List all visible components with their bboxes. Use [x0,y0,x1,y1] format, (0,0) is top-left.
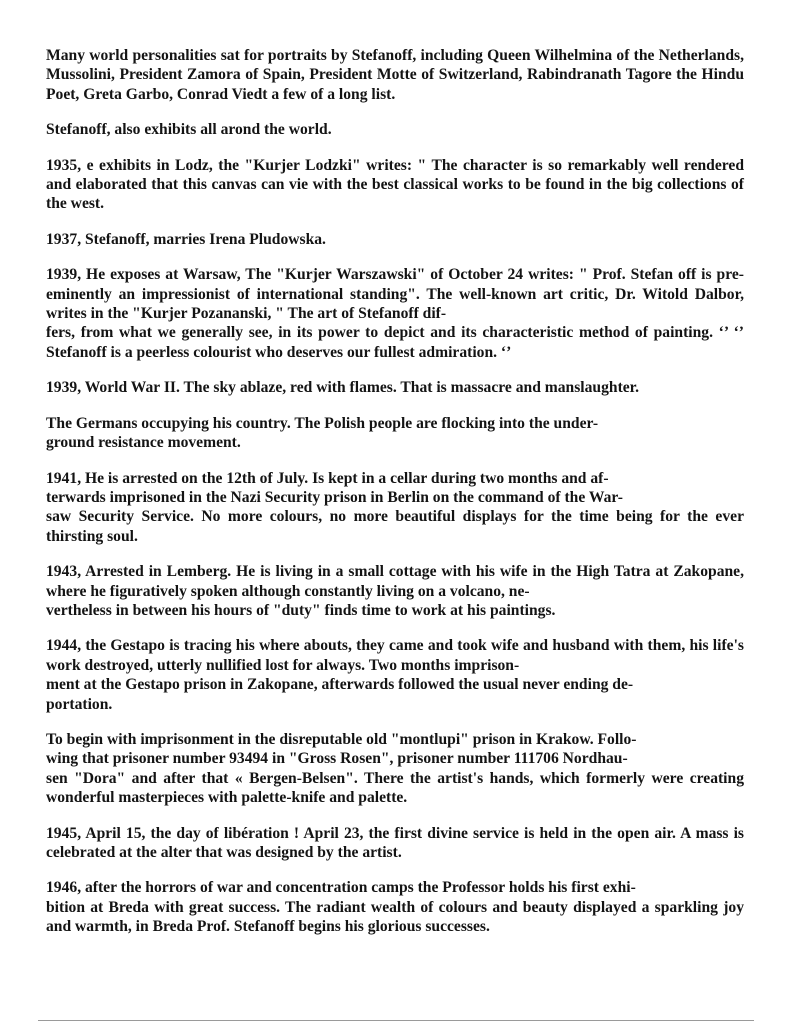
paragraph-1935-lodz: 1935, e exhibits in Lodz, the "Kurjer Lodzki" writes: " The character is so remarkably well rendered and elaborated that this canvas can vie with the best classical works to be found in the big collections of the west. [46,156,744,213]
paragraph-1943-lemberg: 1943, Arrested in Lemberg. He is living in a small cottage with his wife in the High Tatra at Zakopane, where he figuratively spoken although constantly living on a volcano, ne- vertheless in between his hours of "duty" finds time to work at his paintings. [46,563,744,619]
paragraph-1939-warsaw: 1939, He exposes at Warsaw, The "Kurjer Warszawski" of October 24 writes: " Prof. Stefan off is pre-eminently an impressionist of international standing". The well-known art critic, Dr. Witold Dalbor, writes in the "Kurjer Pozananski, " The art of Stefanoff dif- fers, from what we generally see, in its power to depict and its characteristic method of painting. ‘’ ‘’ Stefanoff is a peerless colourist who deserves our fullest admiration. ‘’ [46,266,744,361]
paragraph-1945-liberation: 1945, April 15, the day of libération ! April 23, the first divine service is held in the open air. A mass is celebrated at the alter that was designed by the artist. [46,824,744,861]
paragraph-camps: To begin with imprisonment in the disreputable old "montlupi" prison in Krakow. Follo- wing that prisoner number 93494 in "Gross Rosen", prisoner number 111706 Nordhau- sen "Dora" and after that « Bergen-Belsen". There the artist's hands, which formerly were creating wonderful masterpieces with palette-knife and palette. [46,730,744,807]
paragraph-1941-arrest: 1941, He is arrested on the 12th of July. Is kept in a cellar during two months and af- terwards imprisoned in the Nazi Security prison in Berlin on the command of the War- saw Security Service. No more colours, no more beautiful displays for the time being for the ever thirsting soul. [46,469,744,545]
paragraph-occupation: The Germans occupying his country. The Polish people are flocking into the under- ground resistance movement. [46,414,599,452]
document-page [46,46,744,953]
paragraph-1937-marriage: 1937, Stefanoff, marries Irena Pludowska. [46,230,326,248]
page-bottom-rule [38,1020,754,1021]
paragraph-1944-gestapo: 1944, the Gestapo is tracing his where abouts, they came and took wife and husband with them, his life's work destroyed, utterly nullified lost for always. Two months imprison- ment at the Gestapo prison in Zakopane, afterwards followed the usual never ending de- portation. [46,637,744,713]
paragraph-1946-breda: 1946, after the horrors of war and concentration camps the Professor holds his first exhi- bition at Breda with great success. The radiant wealth of colours and beauty displayed a sparkling joy and warmth, in Breda Prof. Stefanoff begins his glorious successes. [46,879,744,936]
paragraph-portraits: Many world personalities sat for portraits by Stefanoff, including Queen Wilhelmina of the Netherlands, Mussolini, President Zamora of Spain, President Motte of Switzerland, Rabindranath Tagore the Hindu Poet, Greta Garbo, Conrad Viedt a few of a long list. [46,47,744,103]
paragraph-exhibits-worldwide: Stefanoff, also exhibits all arond the world. [46,121,332,139]
paragraph-1939-war: 1939, World War II. The sky ablaze, red with flames. That is massacre and manslaughter. [46,379,640,397]
